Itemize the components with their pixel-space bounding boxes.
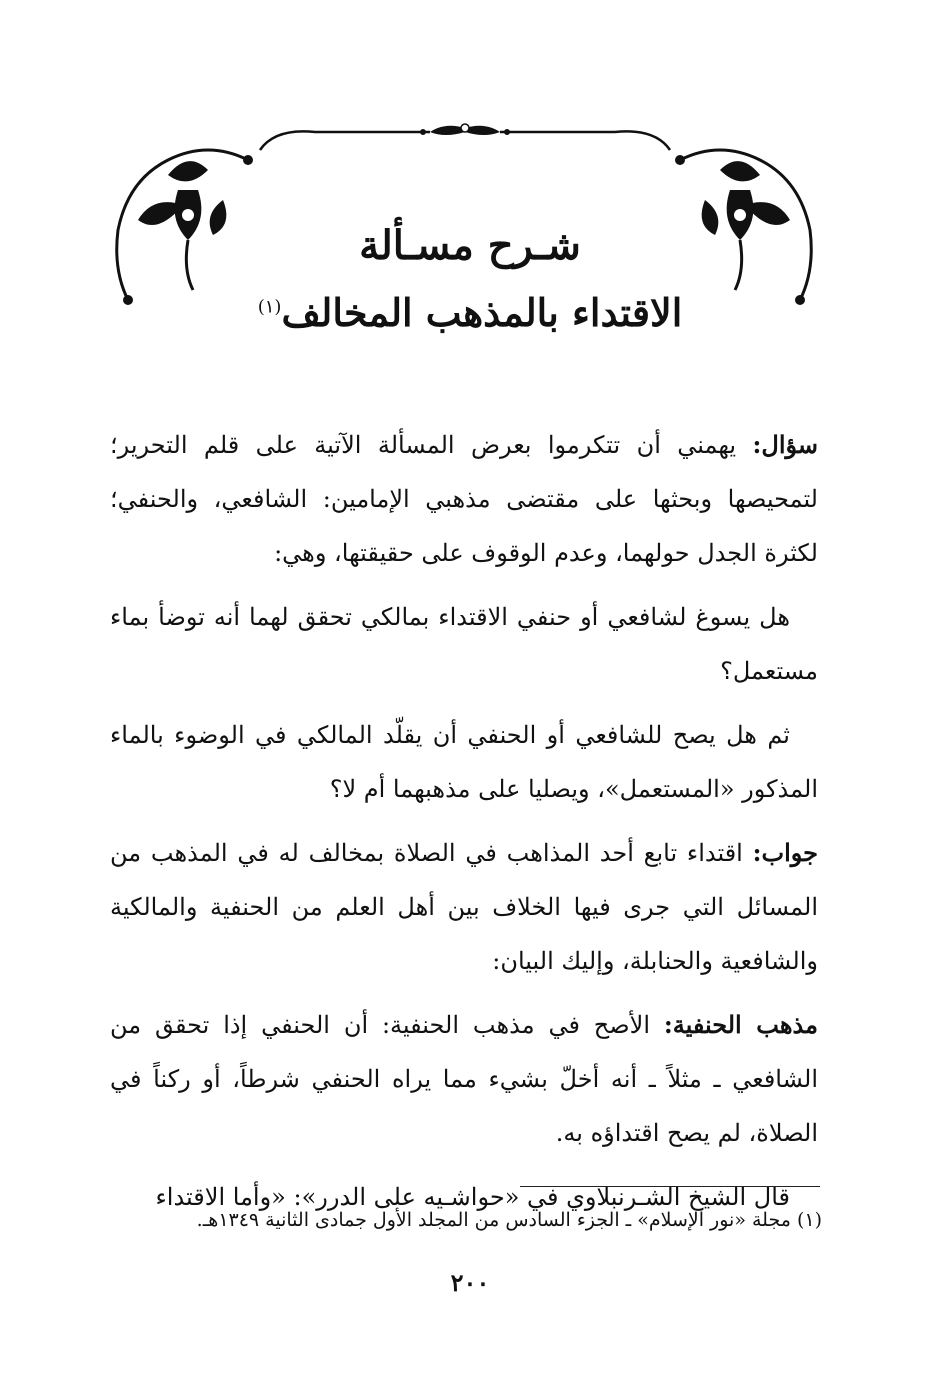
- page-title: شـرح مسـألة: [359, 222, 581, 269]
- page-number: ٢٠٠: [450, 1268, 490, 1297]
- section-text: الأصح في مذهب الحنفية: أن الحنفي إذا تحقق من الشافعي ـ مثلاً ـ أنه أخلّ بشيء مما يراه الحنفي شرطاً، أو ركناً في الصلاة، لم يصح اقتداؤه به.: [110, 1011, 818, 1147]
- footnote-marker: (١): [257, 296, 282, 318]
- question-text: يهمني أن تتكرموا بعرض المسألة الآتية على قلم التحرير؛ لتمحيصها وبحثها على مقتضى مذهبي الإمامين: الشافعي، والحنفي؛ لكثرة الجدل حولهما، وعدم الوقوف على حقيقتها، وهي:: [110, 431, 818, 567]
- floral-corner-icon: [108, 130, 268, 310]
- footnote: (١) مجلة «نور الإسلام» ـ الجزء السادس من المجلد الأول جمادى الثانية ١٣٤٩هـ.: [196, 1209, 822, 1231]
- hanafi-paragraph: [110, 998, 818, 1160]
- paragraph: قال الشيخ الشـرنبلاوي في «حواشـيه على الدرر»: «وأما الاقتداء: [155, 1183, 790, 1211]
- answer-text: اقتداء تابع أحد المذاهب في الصلاة بمخالف له في المذهب من المسائل التي جرى فيها الخلاف بين أهل العلم من الحنفية والمالكية والشافعية والحنابلة، وإليك البيان:: [110, 839, 819, 975]
- footnote-divider: [520, 1186, 820, 1187]
- section-label: مذهب الحنفية:: [663, 1010, 818, 1039]
- floral-corner-icon: [660, 130, 820, 310]
- question-label: سؤال:: [752, 430, 818, 459]
- paragraph: هل يسوغ لشافعي أو حنفي الاقتداء بمالكي تحقق لهما أنه توضأ بماء مستعمل؟: [110, 603, 818, 685]
- subtitle-text: الاقتداء بالمذهب المخالف: [281, 290, 683, 335]
- question-paragraph: [110, 418, 818, 580]
- page-subtitle: [240, 290, 700, 335]
- answer-label: جواب:: [752, 838, 818, 867]
- answer-paragraph: [110, 826, 818, 988]
- ornamental-rule-icon: [255, 118, 675, 158]
- body-text: [110, 418, 818, 1234]
- paragraph: ثم هل يصح للشافعي أو الحنفي أن يقلّد المالكي في الوضوء بالماء المذكور «المستعمل»، ويصليا على مذهبهما أم لا؟: [110, 721, 818, 803]
